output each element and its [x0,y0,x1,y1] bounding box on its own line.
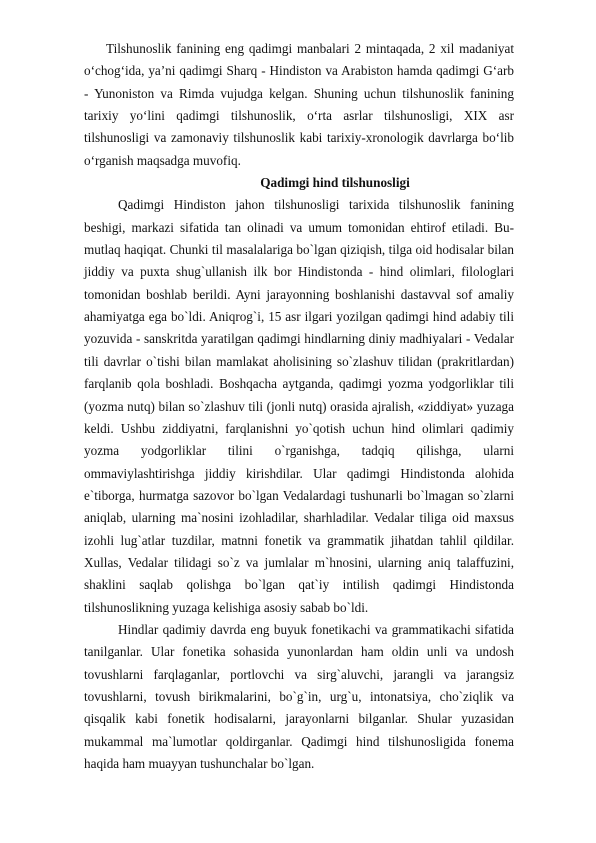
section-heading: Qadimgi hind tilshunosligi [260,175,410,191]
body-paragraph: Hindlar qadimiy davrda eng buyuk fonetikachi va grammatikachi sifatida tanilganlar. Ular fonetika sohasida yunonlardan ham oldin unli va undosh tovushlarni farqlaganlar, portlovchi va sirg`aluvchi, jarangli va jarangsiz tovushlarni, tovush birikmalarini, bo`g`in, urg`u, intonatsiya, cho`ziqlik va qisqalik kabi fonetik hodisalarni, jarayonlarni bilganlar. Shular yuzasidan mukammal ma`lumotlar qoldirganlar. Qadimgi hind tilshunosligida fonema haqida ham muayyan tushunchalar bo`lgan. [84,621,514,771]
intro-paragraph: Tilshunoslik fanining eng qadimgi manbalari 2 mintaqada, 2 xil madaniyat o‘chog‘ida, ya’ni qadimgi Sharq - Hindiston va Arabiston hamda qadimgi G‘arb - Yunoniston va Rimda vujudga kelgan. Shuning uchun tilshunoslik fanining tarixiy yo‘lini qadimgi tilshunoslik, o‘rta asrlar tilshunosligi, XIX asr tilshunosligi va zamonaviy tilshunoslik kabi tarixiy-xronologik davrlarga bo‘lib o‘rganish maqsadga muvofiq. [84,41,514,168]
body-paragraph: Qadimgi Hindiston jahon tilshunosligi tarixida tilshunoslik fanining beshigi, markazi sifatida tan olinadi va umum tomonidan ehtirof etiladi. Bu-mutlaq haqiqat. Chunki til masalalariga bo`lgan qiziqish, tilga oid hodisalar bilan jiddiy va puxta shug`ullanish ilk bor Hindistonda - hind olimlari, filologlari tomonidan boshlab berildi. Ayni jarayonning boshlanishi dastavval sof amaliy ahamiyatga ega bo`ldi. Aniqrog`i, 15 asr ilgari yozilgan qadimgi hind adabiy tili yozuvida - sanskritda yaratilgan qadimgi hindlarning diniy madhiyalari - Vedalar tili davrlar o`tishi bilan mamlakat aholisining so`zlashuv tilidan (prakritlardan) farqlanib qola boshladi. Boshqacha aytganda, qadimgi yozma yodgorliklar tili (yozma nutq) bilan so`zlashuv tili (jonli nutq) orasida ajralish, «ziddiyat» yuzaga keldi. Ushbu ziddiyatni, farqlanishni yo`qotish uchun hind olimlari qadimiy yozma yodgorliklar tilini o`rganishga, tadqiq qilishga, ularni ommaviylashtirishga jiddiy kirishdilar. Ular qadimgi Hindistonda alohida e`tiborga, hurmatga sazovor bo`lgan Vedalardagi tushunarli bo`lmagan so`zlarni aniqlab, ularning ma`nosini izohladilar, sharhladilar. Vedalar tiliga oid maxsus izohli lug`atlar tuzdilar, matnni fonetik va grammatik jihatdan tahlil qildilar. Xullas, Vedalar tilidagi so`z va jumlalar m`hnosini, ularning aniq talaffuzini, shaklini saqlab qolishga bo`lgan qat`iy intilish qadimgi Hindistonda tilshunoslikning yuzaga kelishiga asosiy sabab bo`ldi. [84,197,514,615]
document-page [84,38,514,775]
